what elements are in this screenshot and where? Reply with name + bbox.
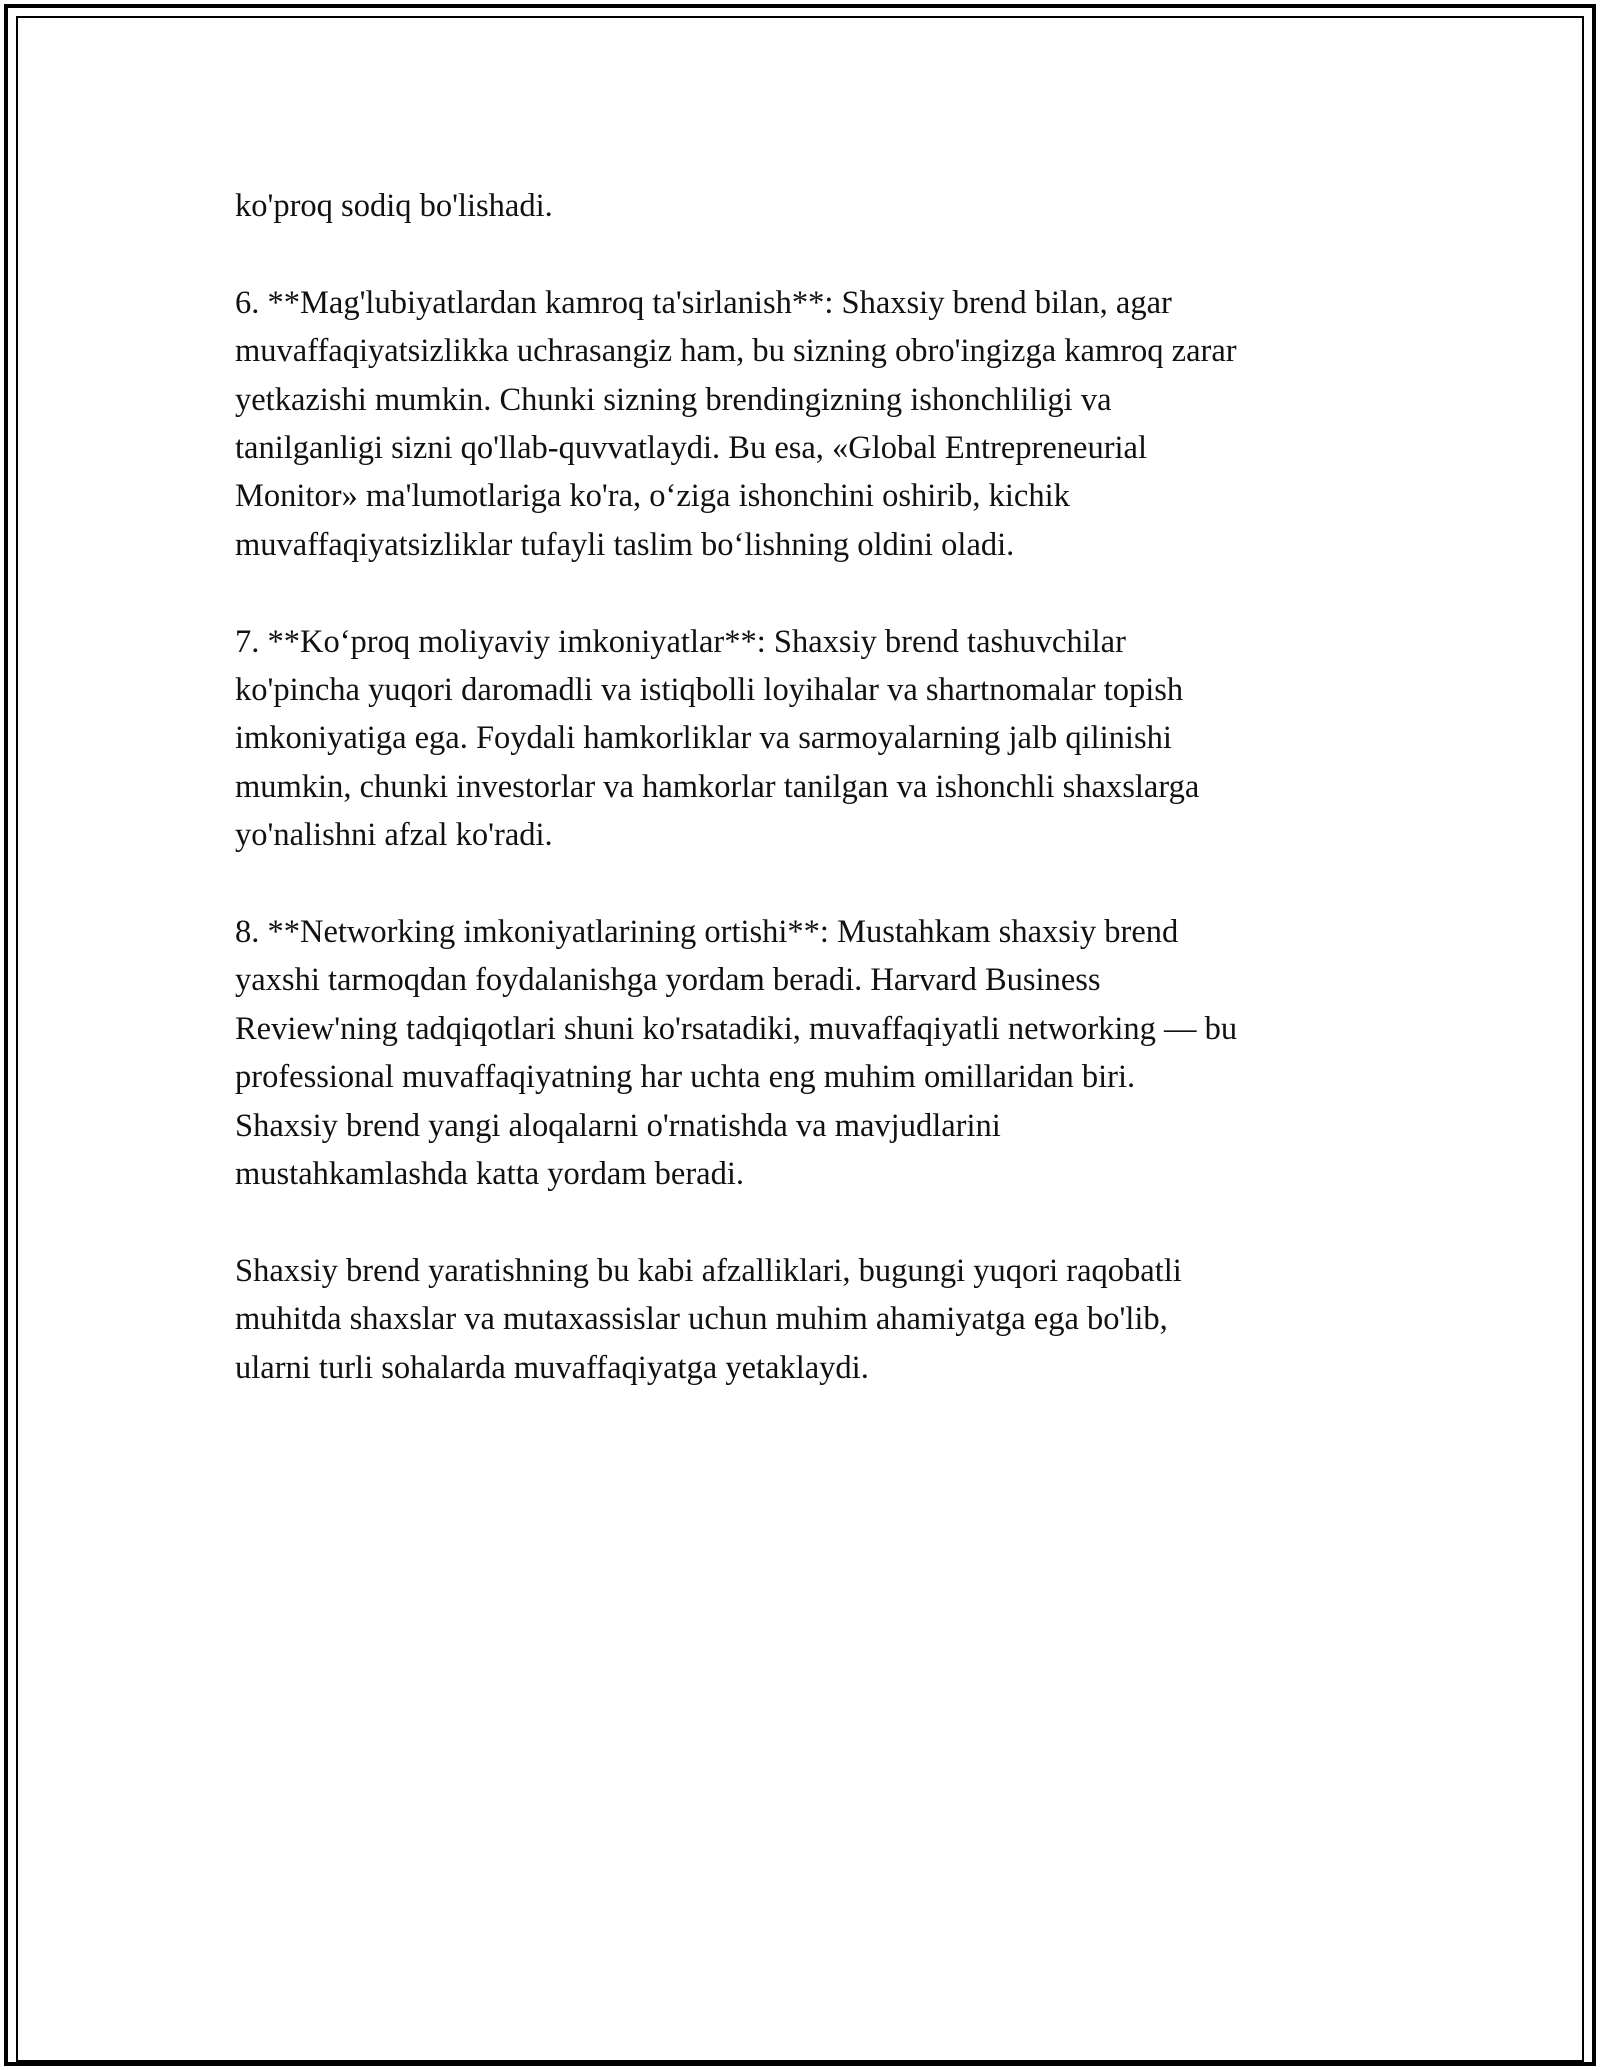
- paragraph-item-8: 8. **Networking imkoniyatlarining ortishi**: Mustahkam shaxsiy brend yaxshi tarmoqdan foydalanishga yordam beradi. Harvard Business Review'ning tadqiqotlari shuni ko'rsatadiki, muvaffaqiyatli networking — bu professional muvaffaqiyatning har uchta eng muhim omillaridan biri. Shaxsiy brend yangi aloqalarni o'rnatishda va mavjudlarini mustahkamlashda katta yordam beradi.: [235, 914, 1238, 1193]
- paragraph-continuation: ko'proq sodiq bo'lishadi.: [235, 188, 553, 224]
- document-body: [235, 182, 1395, 1440]
- paragraph-item-7: 7. **Ko‘proq moliyaviy imkoniyatlar**: Shaxsiy brend tashuvchilar ko'pincha yuqori daromadli va istiqbolli loyihalar va shartnomalar topish imkoniyatiga ega. Foydali hamkorliklar va sarmoyalarning jalb qilinishi mumkin, chunki investorlar va hamkorlar tanilgan va ishonchli shaxslarga yo'nalishni afzal ko'radi.: [235, 623, 1200, 854]
- paragraph-conclusion: Shaxsiy brend yaratishning bu kabi afzalliklari, bugungi yuqori raqobatli muhitda shaxslar va mutaxassislar uchun muhim ahamiyatga ega bo'lib, ularni turli sohalarda muvaffaqiyatga yetaklaydi.: [235, 1252, 1182, 1386]
- paragraph-item-6: 6. **Mag'lubiyatlardan kamroq ta'sirlanish**: Shaxsiy brend bilan, agar muvaffaqiyatsizlikka uchrasangiz ham, bu sizning obro'ingizga kamroq zarar yetkazishi mumkin. Chunki sizning brendingizning ishonchliligi va tanilganligi sizni qo'llab-quvvatlaydi. Bu esa, «Global Entrepreneurial Monitor» ma'lumotlariga ko'ra, o‘ziga ishonchini oshirib, kichik muvaffaqiyatsizliklar tufayli taslim bo‘lishning oldini oladi.: [235, 284, 1237, 563]
